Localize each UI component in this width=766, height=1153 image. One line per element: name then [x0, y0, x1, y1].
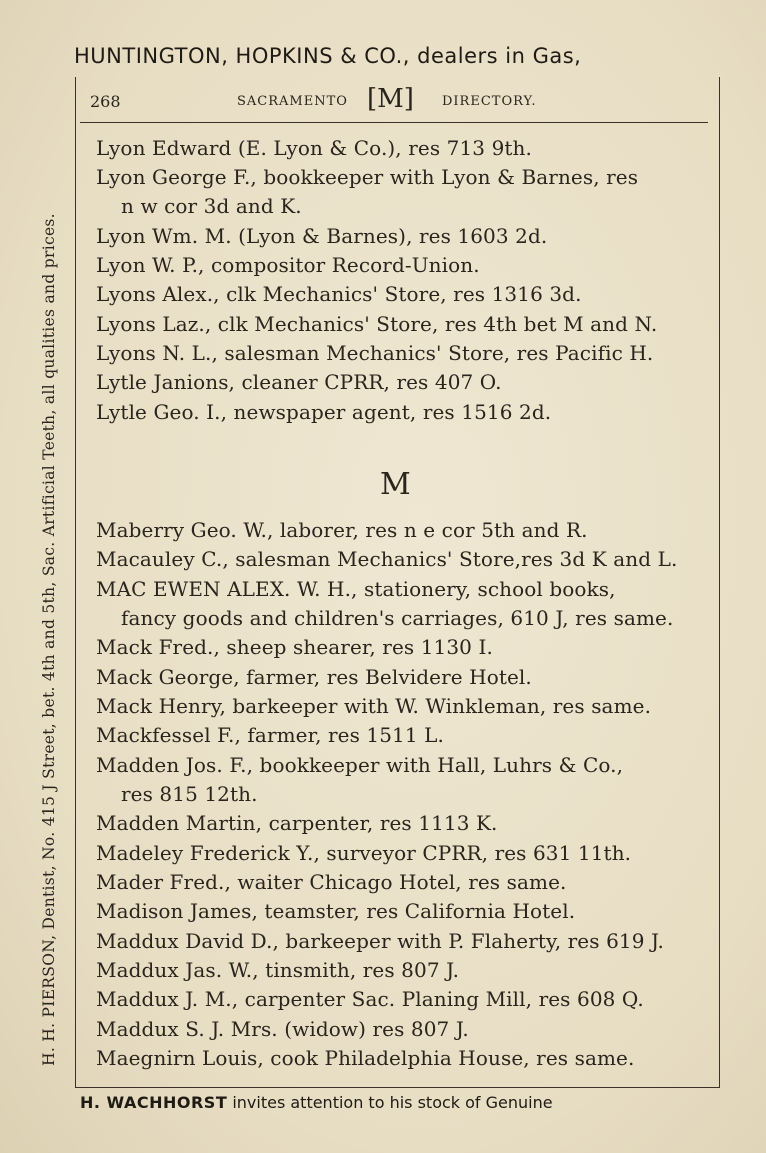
footer-advertisement-text: invites attention to his stock of Genuine	[227, 1093, 553, 1112]
entry-line: Madden Martin, carpenter, res 1113 K.	[96, 811, 498, 835]
entry-line: Mack George, farmer, res Belvidere Hotel.	[96, 665, 532, 689]
entry-line: Lyon Edward (E. Lyon & Co.), res 713 9th.	[96, 136, 532, 160]
entry-line: Lyon George F., bookkeeper with Lyon & Barnes, res	[96, 165, 639, 189]
running-head-city: SACRAMENTO	[237, 94, 348, 109]
entry-line: Maberry Geo. W., laborer, res n e cor 5th and R.	[96, 518, 588, 542]
entry-line: Maddux J. M., carpenter Sac. Planing Mill, res 608 Q.	[96, 987, 644, 1011]
header-rule	[80, 122, 708, 123]
running-head	[88, 84, 708, 116]
entry-line: Lyon W. P., compositor Record-Union.	[96, 253, 480, 277]
banner-trade: dealers in Gas,	[409, 44, 582, 68]
entry-line: Lyons Laz., clk Mechanics' Store, res 4th bet M and N.	[96, 312, 658, 336]
page-number: 268	[90, 92, 121, 111]
entry-line: Maegnirn Louis, cook Philadelphia House, res same.	[96, 1046, 635, 1070]
side-advertisement: H. H. PIERSON, Dentist, No. 415 J Street, bet. 4th and 5th, Sac. Artificial Teeth, all qualities and prices.	[40, 213, 58, 1066]
entry-line: Madison James, teamster, res California Hotel.	[96, 899, 576, 923]
entry-line: Maddux S. J. Mrs. (widow) res 807 J.	[96, 1017, 469, 1041]
banner-firm-name: HUNTINGTON, HOPKINS & CO.,	[74, 44, 410, 68]
entry-line: Madeley Frederick Y., surveyor CPRR, res 631 11th.	[96, 841, 632, 865]
entry-line: Mack Henry, barkeeper with W. Winkleman, res same.	[96, 694, 652, 718]
section-letter-heading: M	[380, 467, 411, 502]
entry-line: Mackfessel F., farmer, res 1511 L.	[96, 723, 444, 747]
running-head-directory: DIRECTORY.	[442, 94, 537, 109]
entry-line: n w cor 3d and K.	[121, 194, 302, 218]
entry-line: Lytle Geo. I., newspaper agent, res 1516 2d.	[96, 400, 552, 424]
entry-line: Lytle Janions, cleaner CPRR, res 407 O.	[96, 370, 502, 394]
entry-line: Mader Fred., waiter Chicago Hotel, res same.	[96, 870, 567, 894]
entry-line: Lyon Wm. M. (Lyon & Barnes), res 1603 2d.	[96, 224, 548, 248]
top-advertisement-banner	[74, 44, 724, 78]
bottom-advertisement-banner	[80, 1093, 725, 1119]
footer-advertiser-name: H. WACHHORST	[80, 1093, 228, 1112]
entry-line: res 815 12th.	[121, 782, 258, 806]
entry-line: fancy goods and children's carriages, 610 J, res same.	[121, 606, 674, 630]
entry-line: MAC EWEN ALEX. W. H., stationery, school books,	[96, 577, 616, 601]
entry-line: Maddux Jas. W., tinsmith, res 807 J.	[96, 958, 460, 982]
entry-line: Macauley C., salesman Mechanics' Store,res 3d K and L.	[96, 547, 678, 571]
entry-line: Madden Jos. F., bookkeeper with Hall, Luhrs & Co.,	[96, 753, 624, 777]
entry-line: Lyons Alex., clk Mechanics' Store, res 1316 3d.	[96, 282, 582, 306]
entry-line: Maddux David D., barkeeper with P. Flaherty, res 619 J.	[96, 929, 665, 953]
entry-line: Lyons N. L., salesman Mechanics' Store, res Pacific H.	[96, 341, 654, 365]
entry-line: Mack Fred., sheep shearer, res 1130 I.	[96, 635, 493, 659]
running-head-letter: [M]	[367, 84, 414, 114]
